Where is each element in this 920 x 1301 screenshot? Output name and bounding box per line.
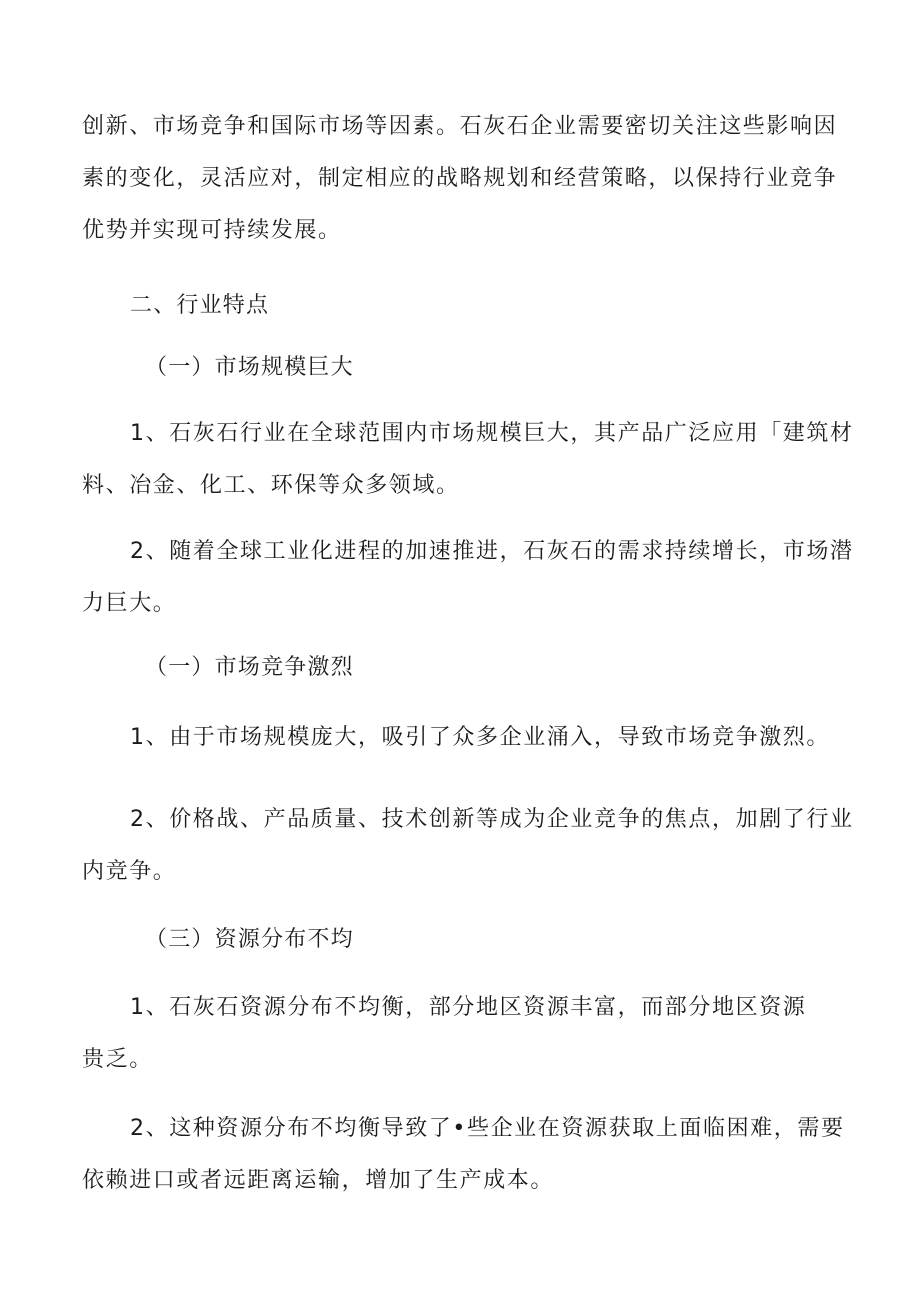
- paragraph-line: 1、石灰石行业在全球范围内市场规模巨大，其产品广泛应用「建筑材: [130, 421, 854, 446]
- paragraph-line: 创新、市场竞争和国际市场等因素。石灰石企业需要密切关注这些影响因: [82, 114, 838, 139]
- paragraph-line: 1、由于市场规模庞大，吸引了众多企业涌入，导致市场竞争激烈。: [130, 725, 830, 750]
- subsection-heading: （三）资源分布不均: [145, 927, 354, 952]
- paragraph-line: 依赖进口或者远距离运输，增加了生产成本。: [82, 1168, 555, 1193]
- paragraph-line: 2、这种资源分布不均衡导致了•些企业在资源获取上面临困难，需要: [130, 1116, 845, 1141]
- paragraph-line: 1、石灰石资源分布不均衡，部分地区资源丰富，而部分地区资源: [130, 995, 807, 1020]
- paragraph-line: 贵乏。: [82, 1047, 153, 1072]
- paragraph-line: 优势并实现可持续发展。: [82, 218, 342, 243]
- paragraph-line: 2、随着全球工业化进程的加速推进，石灰石的需求持续增长，市场潜: [130, 539, 854, 564]
- paragraph-line: 内竞争。: [82, 859, 177, 884]
- subsection-heading: （一）市场竞争激烈: [145, 655, 354, 680]
- section-heading: 二、行业特点: [130, 293, 270, 318]
- subsection-heading: （一）市场规模巨大: [145, 355, 354, 380]
- paragraph-line: 力巨大。: [82, 591, 177, 616]
- paragraph-line: 料、冶金、化工、环保等众多领域。: [82, 473, 460, 498]
- paragraph-line: 2、价格战、产品质量、技术创新等成为企业竞争的焦点，加剧了行业: [130, 807, 854, 832]
- paragraph-line: 素的变化，灵活应对，制定相应的战略规划和经营策略，以保持行业竞争: [82, 166, 838, 191]
